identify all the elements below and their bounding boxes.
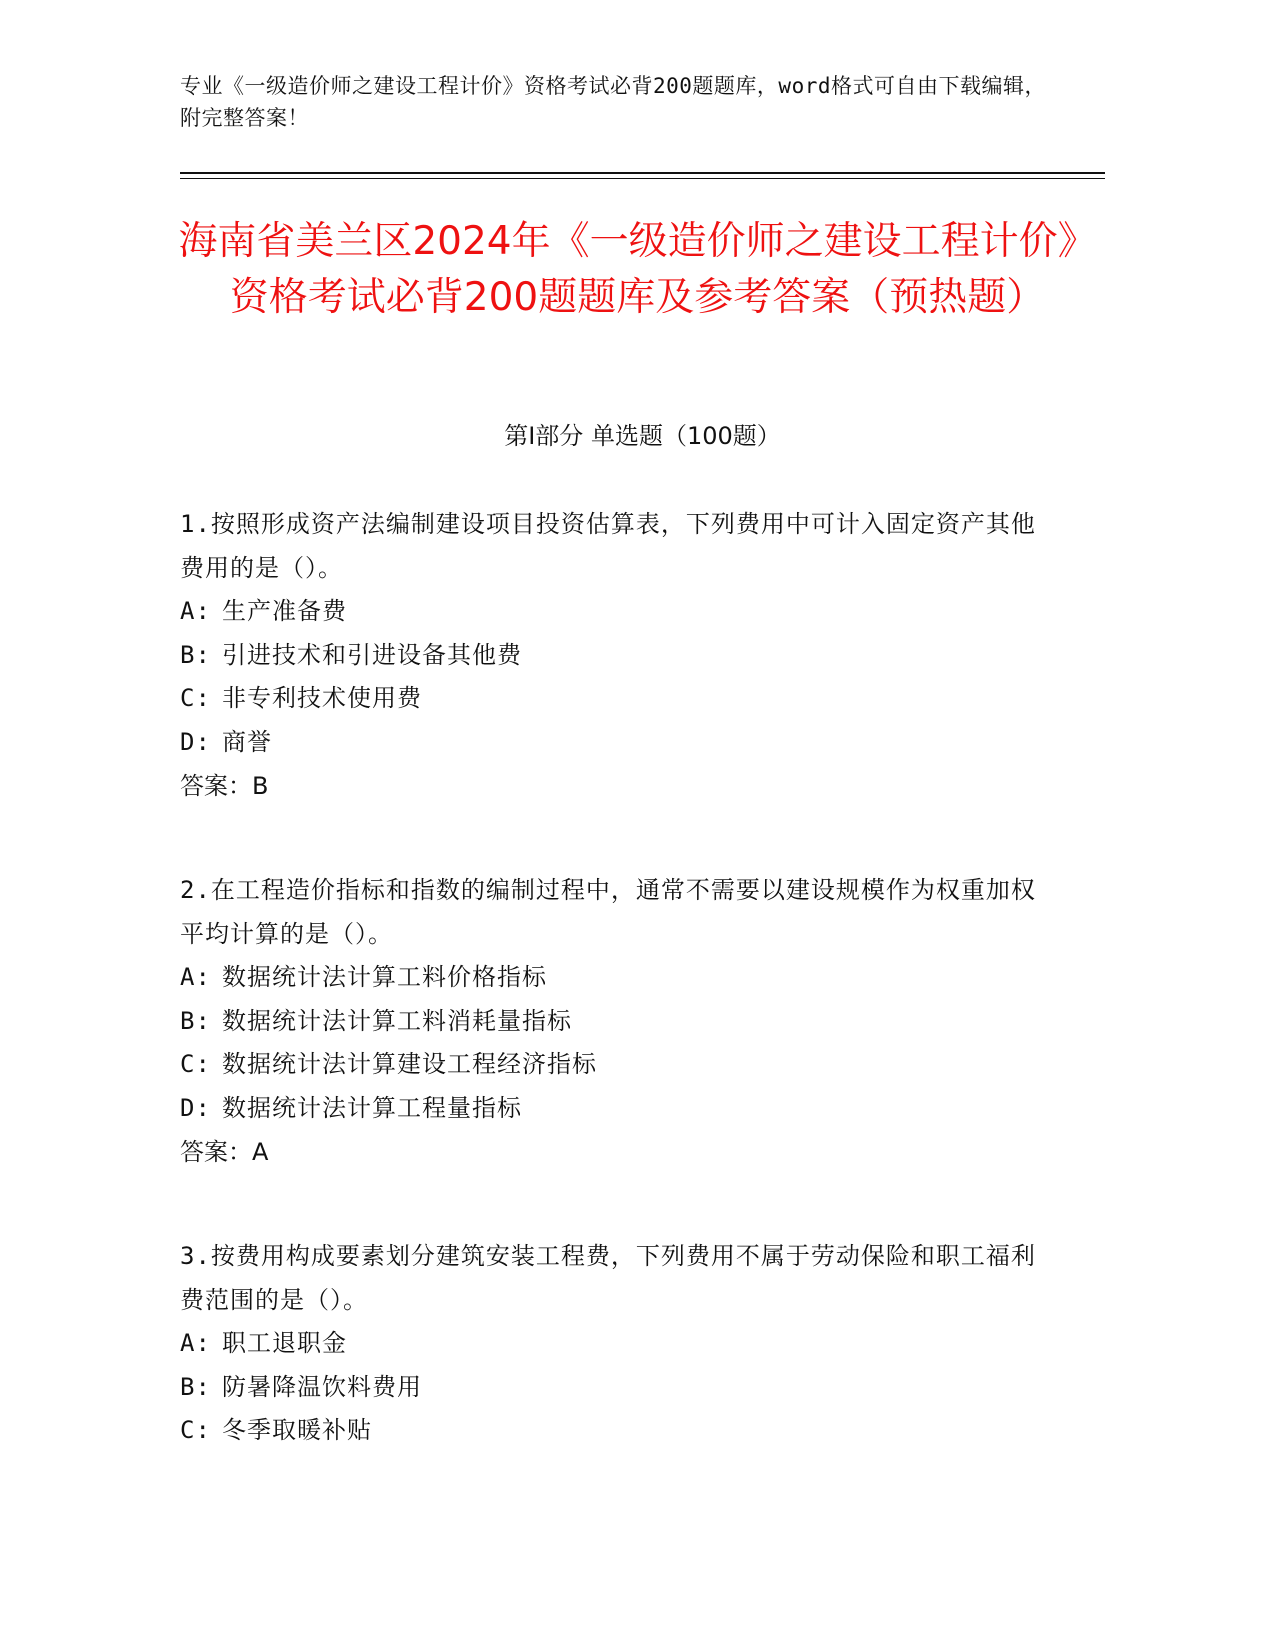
section-title: 第I部分 单选题（100题） [504,422,781,450]
option-text: 生产准备费 [222,597,347,625]
question-item [180,502,1040,808]
question-stem: 1.按照形成资产法编制建设项目投资估算表，下列费用中可计入固定资产其他费用的是（）。 [180,510,1036,582]
option-letter: B: [180,640,211,669]
question-stem: 2.在工程造价指标和指数的编制过程中，通常不需要以建设规模作为权重加权平均计算的是（）。 [180,876,1036,948]
header-rule-thick [180,172,1105,174]
option-d [180,1087,1040,1131]
option-b [180,1366,1040,1410]
document-title: 海南省美兰区2024年《一级造价师之建设工程计价》资格考试必背200题题库及参考答案（预热题） [178,219,1097,320]
option-letter: D: [180,1093,211,1122]
question-item [180,1234,1040,1453]
option-text: 职工退职金 [222,1329,347,1357]
option-letter: A: [180,597,211,625]
option-text: 数据统计法计算建设工程经济指标 [222,1050,597,1078]
option-letter: C: [180,1416,211,1444]
option-text: 冬季取暖补贴 [222,1416,372,1444]
option-text: 引进技术和引进设备其他费 [222,640,522,669]
header-rule-thin [180,178,1105,179]
option-d [180,721,1040,765]
option-text: 非专利技术使用费 [222,684,422,712]
option-text: 数据统计法计算工料价格指标 [222,963,547,991]
option-letter: A: [180,963,211,991]
option-b [180,634,1040,678]
question-list [180,502,1040,1513]
option-c [180,677,1040,721]
option-a [180,956,1040,1000]
question-item [180,868,1040,1174]
answer-line: 答案：B [180,772,269,800]
option-letter: C: [180,684,211,712]
header-note: 专业《一级造价师之建设工程计价》资格考试必背200题题库，word格式可自由下载编辑，附完整答案！ [180,74,1046,130]
option-letter: B: [180,1006,211,1035]
answer-line: 答案：A [180,1138,269,1166]
option-c [180,1043,1040,1087]
option-text: 防暑降温饮料费用 [222,1372,422,1401]
option-text: 数据统计法计算工程量指标 [222,1093,522,1122]
option-text: 商誉 [222,727,272,756]
option-a [180,1322,1040,1366]
option-letter: B: [180,1372,211,1401]
option-text: 数据统计法计算工料消耗量指标 [222,1006,572,1035]
option-c [180,1409,1040,1453]
question-stem: 3.按费用构成要素划分建筑安装工程费，下列费用不属于劳动保险和职工福利费范围的是（）。 [180,1242,1036,1314]
option-a [180,590,1040,634]
option-letter: C: [180,1050,211,1078]
option-letter: A: [180,1329,211,1357]
option-letter: D: [180,727,211,756]
option-b [180,1000,1040,1044]
